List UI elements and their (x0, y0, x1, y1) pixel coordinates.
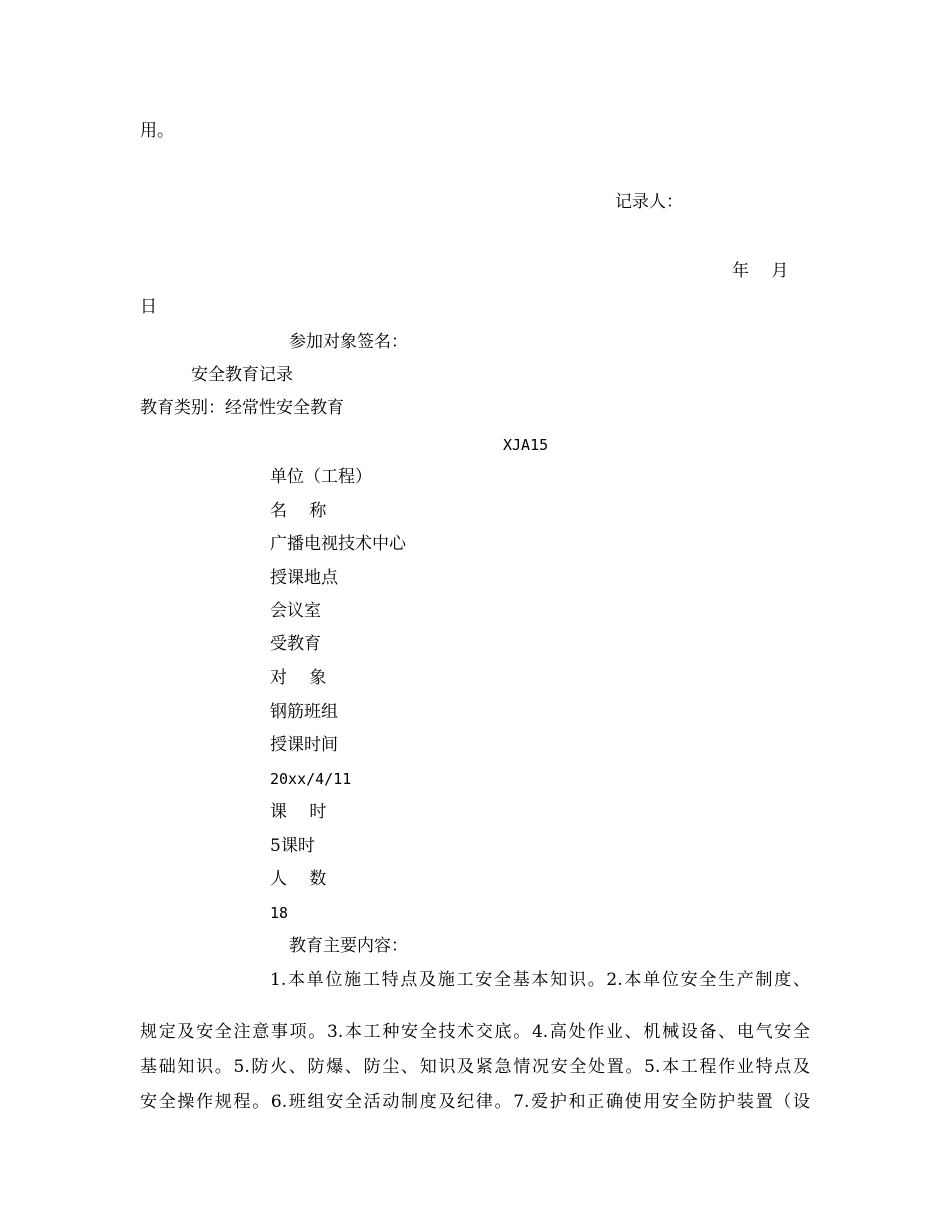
content-heading: 教育主要内容： (289, 936, 408, 956)
field-location-label: 授课地点 (270, 568, 338, 588)
education-type: 教育类别：经常性安全教育 (140, 398, 344, 418)
participant-signature-label: 参加对象签名： (289, 332, 408, 352)
continued-text: 用。 (140, 121, 174, 141)
field-audience-label-2: 对 象 (270, 668, 327, 688)
form-code: XJA15 (503, 436, 549, 454)
field-time-label: 授课时间 (270, 735, 338, 755)
content-line-4: 安全操作规程。6.班组安全活动制度及纪律。7.爱护和正确使用安全防护装置（设 (140, 1092, 810, 1112)
field-audience-label-1: 受教育 (270, 634, 321, 654)
field-name-label: 名 称 (270, 501, 327, 521)
field-hours-label: 课 时 (270, 802, 327, 822)
field-audience-value: 钢筋班组 (270, 702, 338, 722)
date-day: 日 (140, 297, 157, 317)
content-line-2: 规定及安全注意事项。3.本工种安全技术交底。4.高处作业、机械设备、电气安全 (140, 1022, 810, 1042)
field-count-label: 人 数 (270, 869, 327, 889)
date-year-month: 年 月 (732, 261, 789, 281)
field-unit-value: 广播电视技术中心 (270, 534, 406, 554)
recorder-label: 记录人： (615, 192, 683, 212)
field-location-value: 会议室 (270, 601, 321, 621)
record-title: 安全教育记录 (191, 365, 293, 385)
content-line-3: 基础知识。5.防火、防爆、防尘、知识及紧急情况安全处置。5.本工程作业特点及 (140, 1057, 810, 1077)
field-time-value: 20xx/4/11 (270, 770, 352, 788)
field-count-value: 18 (270, 904, 289, 922)
field-unit-label: 单位（工程） (270, 467, 372, 487)
field-hours-value: 5课时 (270, 836, 315, 856)
content-line-1: 1.本单位施工特点及施工安全基本知识。2.本单位安全生产制度、 (270, 970, 810, 990)
